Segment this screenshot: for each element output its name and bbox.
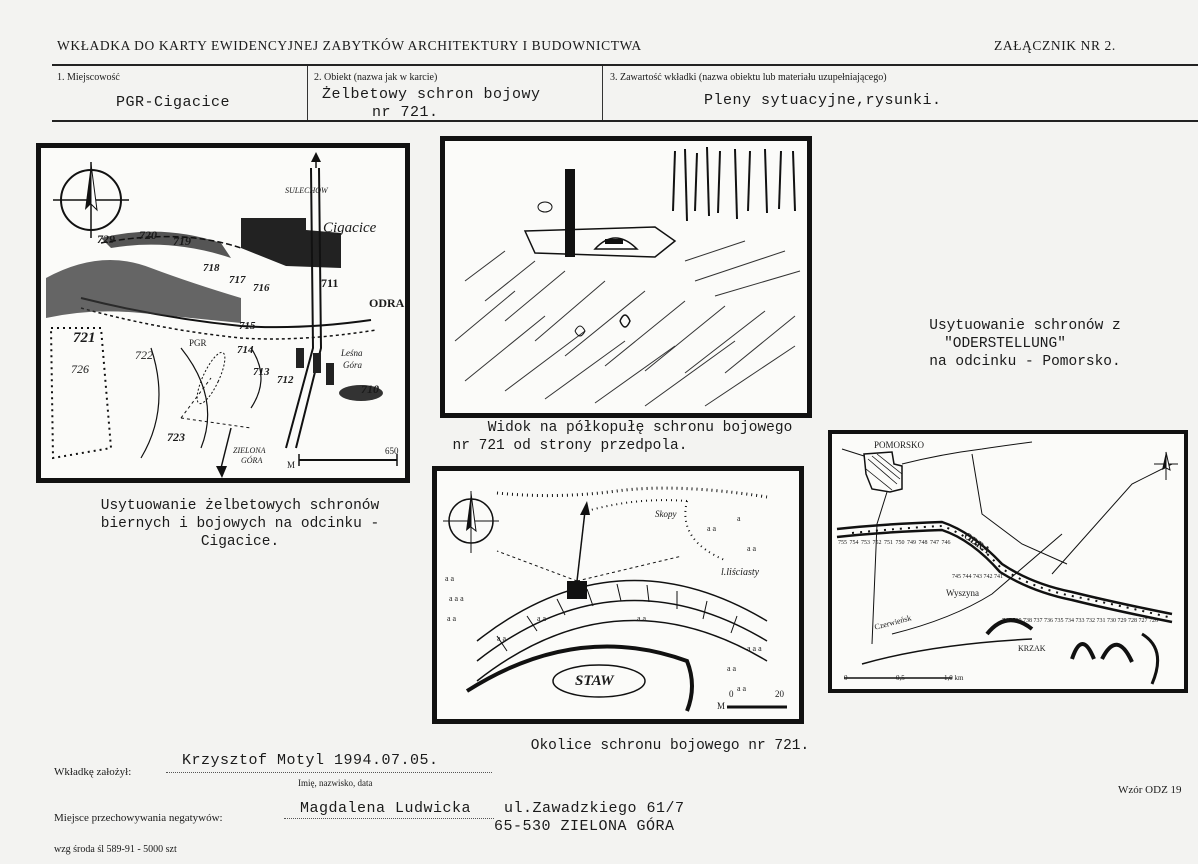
bunker-726: 726	[71, 362, 89, 376]
attachment-label: ZAŁĄCZNIK NR 2.	[994, 38, 1116, 53]
map1-label-gora2: GÓRA	[241, 456, 263, 465]
field-location-value: PGR-Cigacice	[116, 94, 231, 111]
map-cigacice-drawing	[41, 148, 405, 478]
map3-num: 726	[1149, 618, 1158, 624]
bunker-717: 717	[229, 274, 246, 286]
map2-caption: Okolice schronu bojowego nr 721.	[530, 738, 810, 754]
field-location-label: 1. Miejscowość	[57, 72, 120, 83]
map3-num: 743	[973, 574, 982, 580]
bunker-710: 710	[361, 382, 379, 396]
header-bottom-rule	[52, 120, 1198, 122]
map3-num: 740	[1002, 618, 1011, 624]
field-content-label: 3. Zawartość wkładki (nazwa obiektu lub materiału uzupełniającego)	[610, 72, 887, 83]
map3-label-krzak: KRZAK	[1018, 644, 1046, 653]
svg-text:a a: a a	[497, 634, 507, 643]
map3-num: 744	[962, 574, 972, 580]
map1-label-zielona: ZIELONA	[233, 446, 266, 455]
map3-num: 736	[1044, 618, 1053, 624]
map3-num: 735	[1054, 618, 1064, 624]
map3-scale-0: 0	[844, 674, 848, 682]
right-text-3: na odcinku - Pomorsko.	[929, 354, 1121, 370]
bunker-723: 723	[167, 430, 185, 444]
map1-label-lesna: Leśna	[341, 348, 363, 358]
field-divider-1	[307, 66, 308, 120]
map3-bunker-numbers-2	[952, 574, 1032, 581]
map3-num: 728	[1128, 618, 1137, 624]
map1-caption-2: biernych i bojowych na odcinku -	[100, 516, 380, 532]
compass-icon	[443, 491, 499, 553]
field-object-value-1: Żelbetowy schron bojowy	[322, 86, 541, 103]
svg-text:a a: a a	[737, 684, 747, 693]
inserted-by-label: Wkładkę założył:	[54, 766, 132, 778]
svg-text:a a: a a	[747, 544, 757, 553]
sketch-caption-1: Widok na półkopułę schronu bojowego	[487, 420, 793, 436]
map3-num: 755	[838, 540, 847, 546]
header-top-rule	[52, 64, 1198, 66]
map2-drawing	[437, 471, 799, 719]
map3-num: 746	[941, 540, 951, 546]
field-object-value-2: nr 721.	[372, 104, 439, 121]
map1-scale-value: 650	[385, 446, 399, 456]
map3-num: 749	[907, 540, 916, 546]
bunker-722: 722	[135, 348, 153, 362]
map1-label-odra: ODRA	[369, 296, 405, 310]
map-cigacice	[36, 143, 410, 483]
map3-num: 752	[872, 540, 882, 546]
bunker-720: 720	[139, 228, 157, 242]
negatives-label: Miejsce przechowywania negatywów:	[54, 812, 223, 824]
svg-text:a a a: a a a	[449, 594, 464, 603]
bunker-711: 711	[321, 276, 339, 290]
sketch-drawing	[445, 141, 807, 413]
map3-drawing	[832, 434, 1184, 689]
map2-scale-m: M	[717, 701, 726, 711]
compass-icon	[53, 162, 129, 238]
map2-label-lisciasty: l.liściasty	[721, 567, 760, 578]
sketch-bunker-view	[440, 136, 812, 418]
map3-num: 733	[1075, 618, 1085, 624]
compass-icon	[1154, 452, 1178, 480]
sketch-caption-2: nr 721 od strony przedpola.	[452, 438, 688, 454]
bunker-713: 713	[253, 366, 270, 378]
map2-scale-value: 20	[775, 689, 784, 699]
map3-scale-1: 0,5	[896, 674, 905, 682]
negatives-address-1: ul.Zawadzkiego 61/7	[504, 800, 685, 817]
map3-num: 738	[1023, 618, 1032, 624]
inserted-by-value: Krzysztof Motyl 1994.07.05.	[182, 752, 439, 769]
svg-text:a a: a a	[707, 524, 717, 533]
print-info: wzg środa śl 589-91 - 5000 szt	[54, 844, 177, 855]
map3-num: 753	[861, 540, 870, 546]
map3-num: 751	[884, 540, 893, 546]
inserted-by-line	[166, 772, 492, 773]
map2-scale-0: 0	[729, 689, 734, 699]
map3-label-pomorsko: POMORSKO	[874, 440, 925, 450]
field-divider-2	[602, 66, 603, 120]
right-text-1: Usytuowanie schronów z	[929, 318, 1121, 334]
map3-num: 742	[983, 574, 993, 580]
form-code: Wzór ODZ 19	[1118, 784, 1182, 796]
svg-text:a: a	[737, 514, 741, 523]
svg-text:a a: a a	[637, 614, 647, 623]
bunker-715: 715	[239, 320, 256, 332]
map3-num: 747	[930, 540, 939, 546]
map3-scale-2: 1,0 km	[944, 674, 964, 682]
map1-scale-m: M	[287, 460, 296, 470]
map1-label-pgr: PGR	[189, 338, 207, 348]
map1-caption-3: Cigacice.	[200, 534, 280, 550]
map3-bunker-numbers-3	[1002, 618, 1182, 625]
map3-num: 737	[1033, 618, 1043, 624]
map3-num: 754	[849, 540, 859, 546]
map1-label-sulechow: SULECHÓW	[285, 186, 328, 195]
form-title: WKŁADKA DO KARTY EWIDENCYJNEJ ZABYTKÓW ARCHITEKTURY I BUDOWNICTWA	[57, 38, 642, 53]
bunker-714: 714	[237, 344, 254, 356]
map3-num: 730	[1107, 618, 1116, 624]
map3-label-wyszyna: Wyszyna	[946, 588, 979, 598]
map1-caption-1: Usytuowanie żelbetowych schronów	[100, 498, 380, 514]
negatives-name: Magdalena Ludwicka	[300, 800, 472, 817]
bunker-729: 729	[97, 232, 115, 246]
map3-num: 748	[918, 540, 928, 546]
map3-num: 731	[1096, 618, 1106, 624]
map1-label-gora: Góra	[343, 360, 363, 370]
svg-text:a a a: a a a	[747, 644, 762, 653]
map1-label-cigacice: Cigacice	[323, 220, 377, 236]
map3-num: 734	[1065, 618, 1074, 624]
map-pomorsko	[828, 430, 1188, 693]
map-surroundings	[432, 466, 804, 724]
bunker-712: 712	[277, 374, 294, 386]
negatives-line	[284, 818, 494, 819]
map3-bunker-numbers	[838, 540, 958, 547]
negatives-address-2: 65-530 ZIELONA GÓRA	[494, 818, 675, 835]
map2-label-skopy: Skopy	[655, 509, 677, 519]
field-content-value: Pleny sytuacyjne,rysunki.	[704, 92, 942, 109]
map3-num: 741	[994, 574, 1003, 580]
map3-num: 745	[952, 574, 961, 580]
map3-num: 727	[1138, 618, 1148, 624]
field-object-label: 2. Obiekt (nazwa jak w karcie)	[314, 72, 438, 83]
map3-num: 739	[1012, 618, 1022, 624]
bunker-721: 721	[73, 330, 96, 346]
svg-text:a a: a a	[537, 614, 547, 623]
right-text-2: "ODERSTELLUNG"	[944, 336, 1066, 352]
map3-label-odra: ODRA	[961, 530, 992, 557]
bunker-716: 716	[253, 282, 270, 294]
svg-text:a a: a a	[447, 614, 457, 623]
bunker-718: 718	[203, 262, 220, 274]
inserted-by-sub: Imię, nazwisko, data	[298, 778, 373, 788]
map3-num: 732	[1086, 618, 1095, 624]
map3-num: 729	[1117, 618, 1127, 624]
svg-text:a a: a a	[727, 664, 737, 673]
map2-label-staw: STAW	[575, 673, 614, 689]
map3-label-czerwiensk: Czerwieńsk	[873, 613, 913, 632]
svg-text:a a: a a	[445, 574, 455, 583]
map3-num: 750	[895, 540, 905, 546]
bunker-719: 719	[173, 234, 191, 248]
